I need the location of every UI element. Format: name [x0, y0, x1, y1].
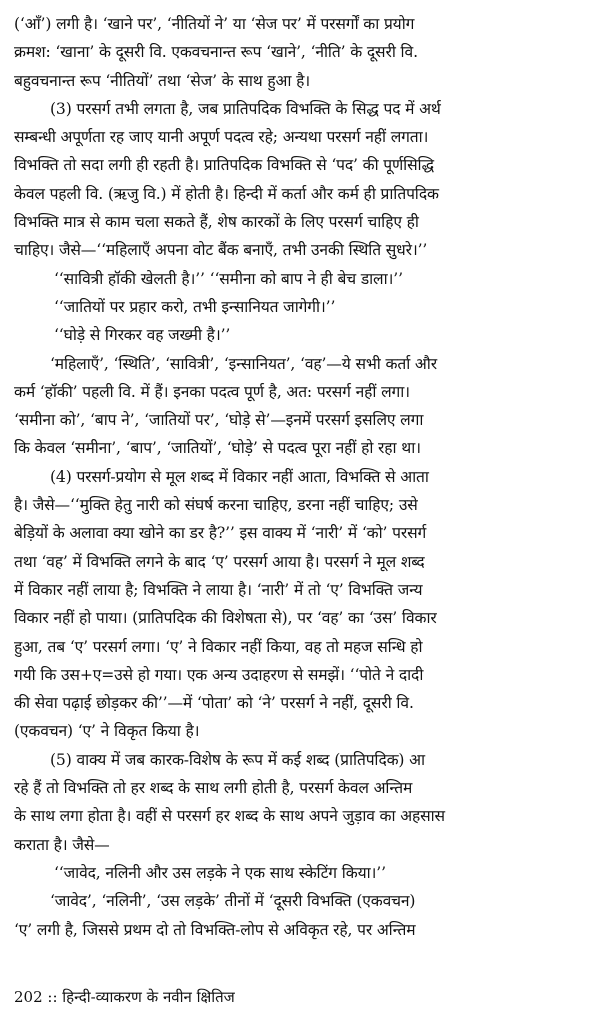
text-line: विभक्ति तो सदा लगी ही रहती है। प्रातिपदिक विभक्ति से ‘पद’ की पूर्णसिद्धि	[14, 156, 434, 175]
page-body	[14, 10, 586, 944]
text-line: बहुवचनान्त रूप ‘नीतियों’ तथा ‘सेज’ के साथ हुआ है।	[14, 71, 310, 90]
text-line: ‘जावेद’, ‘नलिनी’, ‘उस लड़के’ तीनों में ‘दूसरी विभक्ति (एकवचन)	[50, 892, 416, 911]
text-line: ‘‘घोड़े से गिरकर वह जख्मी है।’’	[54, 326, 231, 345]
text-line: केवल पहली वि. (ऋजु वि.) में होती है। हिन्दी में कर्ता और कर्म ही प्रातिपदिक	[14, 184, 439, 203]
text-line: ‘‘जातियों पर प्रहार करो, तभी इन्सानियत जागेगी।’’	[54, 297, 336, 316]
text-line: विकार नहीं हो पाया। (प्रातिपदिक की विशेषता से), पर ‘वह’ का ‘उस’ विकार	[14, 609, 437, 628]
text-line: में विकार नहीं लाया है; विभक्ति ने लाया है। ‘नारी’ में तो ‘ए’ विभक्ति जन्य	[14, 580, 423, 599]
text-line: (5) वाक्य में जब कारक-विशेष के रूप में कई शब्द (प्रातिपदिक) आ	[50, 750, 425, 769]
text-line: बेड़ियों के अलावा क्या खोने का डर है?’’ इस वाक्य में ‘नारी’ में ‘को’ परसर्ग	[14, 524, 427, 543]
text-line: सम्बन्धी अपूर्णता रह जाए यानी अपूर्ण पदत्व रहे; अन्यथा परसर्ग नहीं लगता।	[14, 128, 429, 147]
text-line: (‘आँ’) लगी है। ‘खाने पर’, ‘नीतियों ने’ या ‘सेज पर’ में परसर्गों का प्रयोग	[14, 15, 415, 33]
text-line: ‘ए’ लगी है, जिससे प्रथम दो तो विभक्ति-लोप से अविकृत रहे, पर अन्तिम	[14, 920, 416, 939]
text-line: हुआ, तब ‘ए’ परसर्ग लगा। ‘ए’ ने विकार नहीं किया, वह तो महज सन्धि हो	[14, 637, 423, 656]
text-line: रहे हैं तो विभक्ति तो हर शब्द के साथ लगी होती है, परसर्ग केवल अन्तिम	[14, 779, 413, 798]
text-line: ‘‘सावित्री हॉकी खेलती है।’’ ‘‘समीना को बाप ने ही बेच डाला।’’	[54, 269, 403, 288]
text-line: तथा ‘वह’ में विभक्ति लगने के बाद ‘ए’ परसर्ग आया है। परसर्ग ने मूल शब्द	[14, 552, 425, 571]
text-line: ‘‘जावेद, नलिनी और उस लड़के ने एक साथ स्केटिंग किया।’’	[54, 863, 386, 882]
page-footer: 202 :: हिन्दी-व्याकरण के नवीन क्षितिज	[14, 988, 235, 1006]
text-line: कि केवल ‘समीना’, ‘बाप’, ‘जातियों’, ‘घोड़े’ से पदत्व पूरा नहीं हो रहा था।	[14, 439, 421, 458]
text-line: (3) परसर्ग तभी लगता है, जब प्रातिपदिक विभक्ति के सिद्ध पद में अर्थ	[50, 99, 441, 118]
text-line: चाहिए। जैसे—‘‘महिलाएँ अपना वोट बैंक बनाएँ, तभी उनकी स्थिति सुधरे।’’	[14, 241, 428, 260]
text-line: की सेवा पढ़ाई छोड़कर की’’—में ‘पोता’ को ‘ने’ परसर्ग ने नहीं, दूसरी वि.	[14, 694, 414, 713]
text-line: कर्म ‘हॉकी’ पहली वि. में हैं। इनका पदत्व पूर्ण है, अत: परसर्ग नहीं लगा।	[14, 382, 410, 401]
text-line: ‘महिलाएँ’, ‘स्थिति’, ‘सावित्री’, ‘इन्सानियत’, ‘वह’—ये सभी कर्ता और	[50, 354, 437, 373]
text-line: कराता है। जैसे—	[14, 835, 110, 854]
text-line: गयी कि उस+ए=उसे हो गया। एक अन्य उदाहरण से समझें। ‘‘पोते ने दादी	[14, 665, 424, 684]
text-line: (एकवचन) ‘ए’ ने विकृत किया है।	[14, 722, 200, 741]
text-line: क्रमश: ‘खाना’ के दूसरी वि. एकवचनान्त रूप ‘खाने’, ‘नीति’ के दूसरी वि.	[14, 43, 418, 62]
text-line: है। जैसे—‘‘मुक्ति हेतु नारी को संघर्ष करना चाहिए, डरना नहीं चाहिए; उसे	[14, 496, 418, 515]
text-line: (4) परसर्ग-प्रयोग से मूल शब्द में विकार नहीं आता, विभक्ति से आता	[50, 467, 429, 486]
text-line: ‘समीना को’, ‘बाप ने’, ‘जातियों पर’, ‘घोड़े से’—इनमें परसर्ग इसलिए लगा	[14, 411, 424, 430]
text-line: विभक्ति मात्र से काम चला सकते हैं, शेष कारकों के लिए परसर्ग चाहिए ही	[14, 213, 419, 232]
text-line: के साथ लगा होता है। वहीं से परसर्ग हर शब्द के साथ अपने जुड़ाव का अहसास	[14, 807, 445, 826]
